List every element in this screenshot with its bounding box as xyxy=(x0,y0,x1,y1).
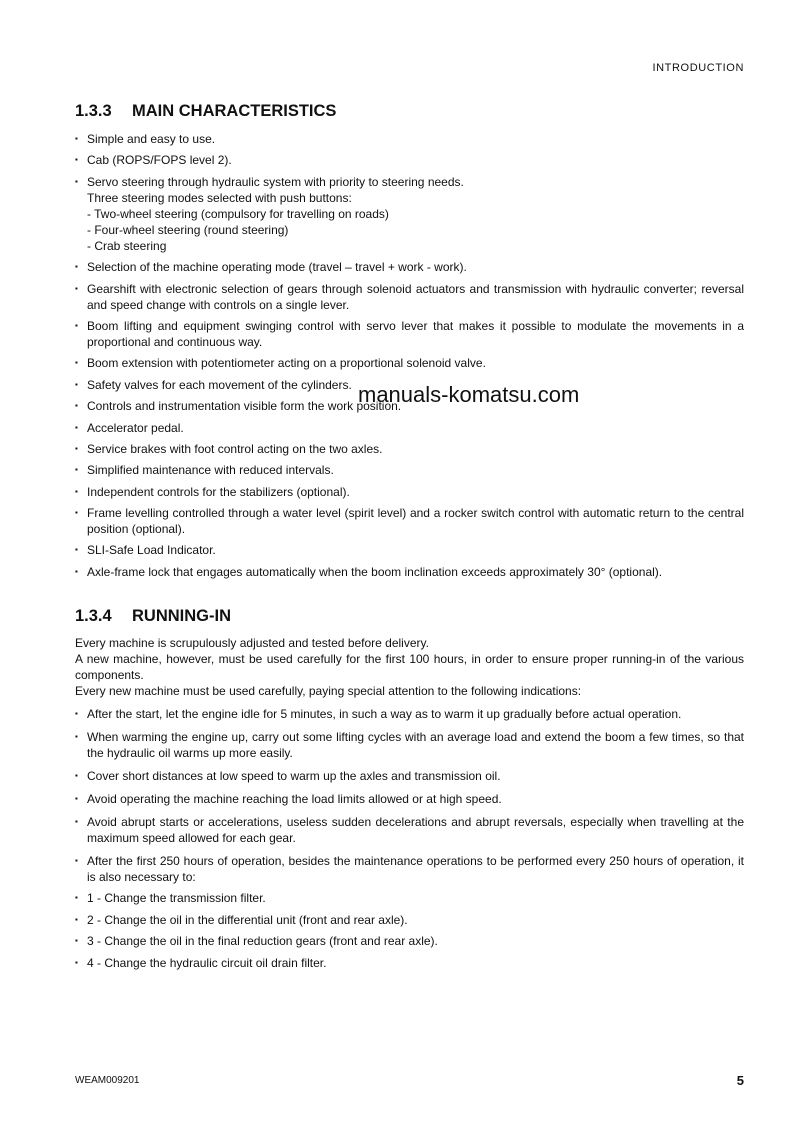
page-number: 5 xyxy=(736,1073,744,1088)
step-item: ▪ 2 - Change the oil in the differential unit (front and rear axle). xyxy=(75,912,744,928)
section-heading: MAIN CHARACTERISTICS xyxy=(132,102,337,120)
list-item: ▪ Frame levelling controlled through a water level (spirit level) and a rocker switch control with automatic return to the central position (optional). xyxy=(75,505,744,537)
list-item: ▪ Independent controls for the stabilizers (optional). xyxy=(75,484,744,500)
list-item: ▪ Safety valves for each movement of the cylinders. xyxy=(75,377,744,393)
list-item: ▪ After the start, let the engine idle for 5 minutes, in such a way as to warm it up gradually before actual operation. xyxy=(75,706,744,722)
list-item: ▪ Cab (ROPS/FOPS level 2). xyxy=(75,152,744,168)
intro-paragraph: A new machine, however, must be used carefully for the first 100 hours, in order to ensure proper running-in of the various components. xyxy=(75,652,744,682)
list-item: ▪ Simplified maintenance with reduced intervals. xyxy=(75,462,744,478)
step-item: ▪ 3 - Change the oil in the final reduction gears (front and rear axle). xyxy=(75,933,744,949)
chapter-header: INTRODUCTION xyxy=(652,62,744,74)
section-number: 1.3.4 xyxy=(75,607,112,625)
list-item: ▪ After the first 250 hours of operation, besides the maintenance operations to be performed every 250 hours of operation, it is also necessary to: ▪ 1 - Change the transmission filter. ▪ 2 - Change the oil in the differential unit (front and rear axle). ▪ 3 - Change the oil in the final reduction gears (front and rear axle). ▪ 4 - Change the hydraulic circuit oil drain filter. xyxy=(75,853,744,971)
sub-line: - Four-wheel steering (round steering) xyxy=(87,222,289,237)
list-item: ▪ Avoid abrupt starts or accelerations, useless sudden decelerations and abrupt reversals, especially when travelling at the maximum speed allowed for each gear. xyxy=(75,814,744,846)
list-item: ▪ Accelerator pedal. xyxy=(75,420,744,436)
list-item: ▪ Gearshift with electronic selection of gears through solenoid actuators and transmission with hydraulic converter; reversal and speed change with controls on a single lever. xyxy=(75,281,744,313)
list-item: ▪ Servo steering through hydraulic system with priority to steering needs. Three steering modes selected with push buttons: - Two-wheel steering (compulsory for travelling on roads) - Four-wheel steering (round steering) - Crab steering xyxy=(75,174,744,254)
section-heading: RUNNING-IN xyxy=(132,607,231,625)
document-code: WEAM009201 xyxy=(75,1075,140,1086)
list-item: ▪ Controls and instrumentation visible form the work position. xyxy=(75,398,744,414)
list-item: ▪ SLI-Safe Load Indicator. xyxy=(75,542,744,558)
main-characteristics-list xyxy=(75,131,744,585)
intro-paragraph: Every machine is scrupulously adjusted and tested before delivery. xyxy=(75,636,429,650)
list-item: ▪ When warming the engine up, carry out some lifting cycles with an average load and extend the boom a few times, so that the hydraulic oil warms up more easily. xyxy=(75,729,744,761)
list-item: ▪ Simple and easy to use. xyxy=(75,131,744,147)
running-in-content xyxy=(75,635,744,976)
section-title-main-characteristics xyxy=(75,102,336,121)
intro-paragraph: Every new machine must be used carefully, paying special attention to the following indications: xyxy=(75,684,582,698)
sub-line: Three steering modes selected with push buttons: xyxy=(87,190,352,205)
step-item: ▪ 4 - Change the hydraulic circuit oil drain filter. xyxy=(75,955,744,971)
list-item: ▪ Service brakes with foot control acting on the two axles. xyxy=(75,441,744,457)
section-title-running-in xyxy=(75,607,231,626)
list-item: ▪ Axle-frame lock that engages automatically when the boom inclination exceeds approximately 30° (optional). xyxy=(75,564,744,580)
list-item: ▪ Selection of the machine operating mode (travel – travel + work - work). xyxy=(75,259,744,275)
list-item: ▪ Avoid operating the machine reaching the load limits allowed or at high speed. xyxy=(75,791,744,807)
list-item: ▪ Boom extension with potentiometer acting on a proportional solenoid valve. xyxy=(75,355,744,371)
step-item: ▪ 1 - Change the transmission filter. xyxy=(75,890,744,906)
watermark: manuals-komatsu.com xyxy=(358,382,580,407)
list-item: ▪ Boom lifting and equipment swinging control with servo lever that makes it possible to modulate the movements in a proportional and continuous way. xyxy=(75,318,744,350)
sub-line: - Crab steering xyxy=(87,238,167,253)
sub-line: - Two-wheel steering (compulsory for travelling on roads) xyxy=(87,206,389,221)
list-item: ▪ Cover short distances at low speed to warm up the axles and transmission oil. xyxy=(75,768,744,784)
section-number: 1.3.3 xyxy=(75,102,112,120)
